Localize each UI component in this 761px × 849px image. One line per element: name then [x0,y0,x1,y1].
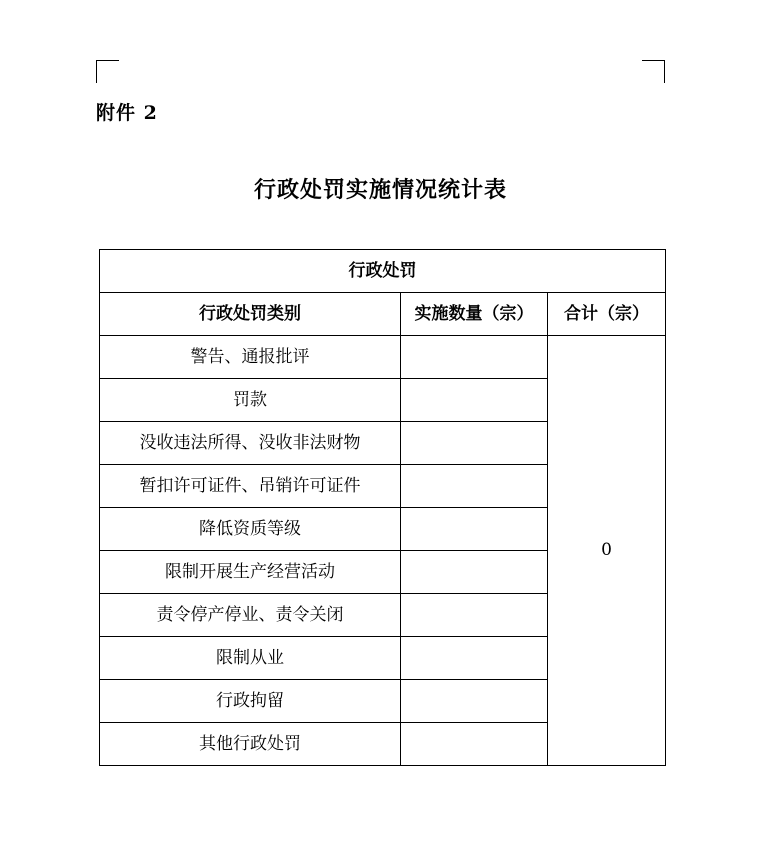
attachment-label: 附件 2 [96,102,158,124]
page-title: 行政处罚实施情况统计表 [253,178,507,203]
cell-category: 其他行政处罚 [100,723,401,766]
table-row [100,336,666,379]
cell-quantity[interactable] [401,551,548,594]
table-column-header-row [100,293,666,336]
crop-mark-top-right [642,60,665,83]
cell-category: 降低资质等级 [100,508,401,551]
cell-quantity[interactable] [401,637,548,680]
cell-quantity[interactable] [401,336,548,379]
cell-category: 罚款 [100,379,401,422]
cell-quantity[interactable] [401,379,548,422]
cell-category: 限制从业 [100,637,401,680]
cell-quantity[interactable] [401,422,548,465]
table-group-header: 行政处罚 [100,250,666,293]
cell-category: 没收违法所得、没收非法财物 [100,422,401,465]
cell-category: 行政拘留 [100,680,401,723]
cell-quantity[interactable] [401,680,548,723]
cell-category: 限制开展生产经营活动 [100,551,401,594]
cell-category: 警告、通报批评 [100,336,401,379]
cell-category: 责令停产停业、责令关闭 [100,594,401,637]
cell-quantity[interactable] [401,723,548,766]
cell-quantity[interactable] [401,508,548,551]
cell-quantity[interactable] [401,594,548,637]
column-header-category: 行政处罚类别 [100,293,401,336]
administrative-penalty-table [99,249,666,766]
cell-quantity[interactable] [401,465,548,508]
cell-category: 暂扣许可证件、吊销许可证件 [100,465,401,508]
column-header-total: 合计（宗） [548,293,666,336]
table-group-header-row [100,250,666,293]
crop-mark-top-left [96,60,119,83]
cell-total[interactable]: 0 [548,336,666,766]
column-header-quantity: 实施数量（宗） [401,293,548,336]
